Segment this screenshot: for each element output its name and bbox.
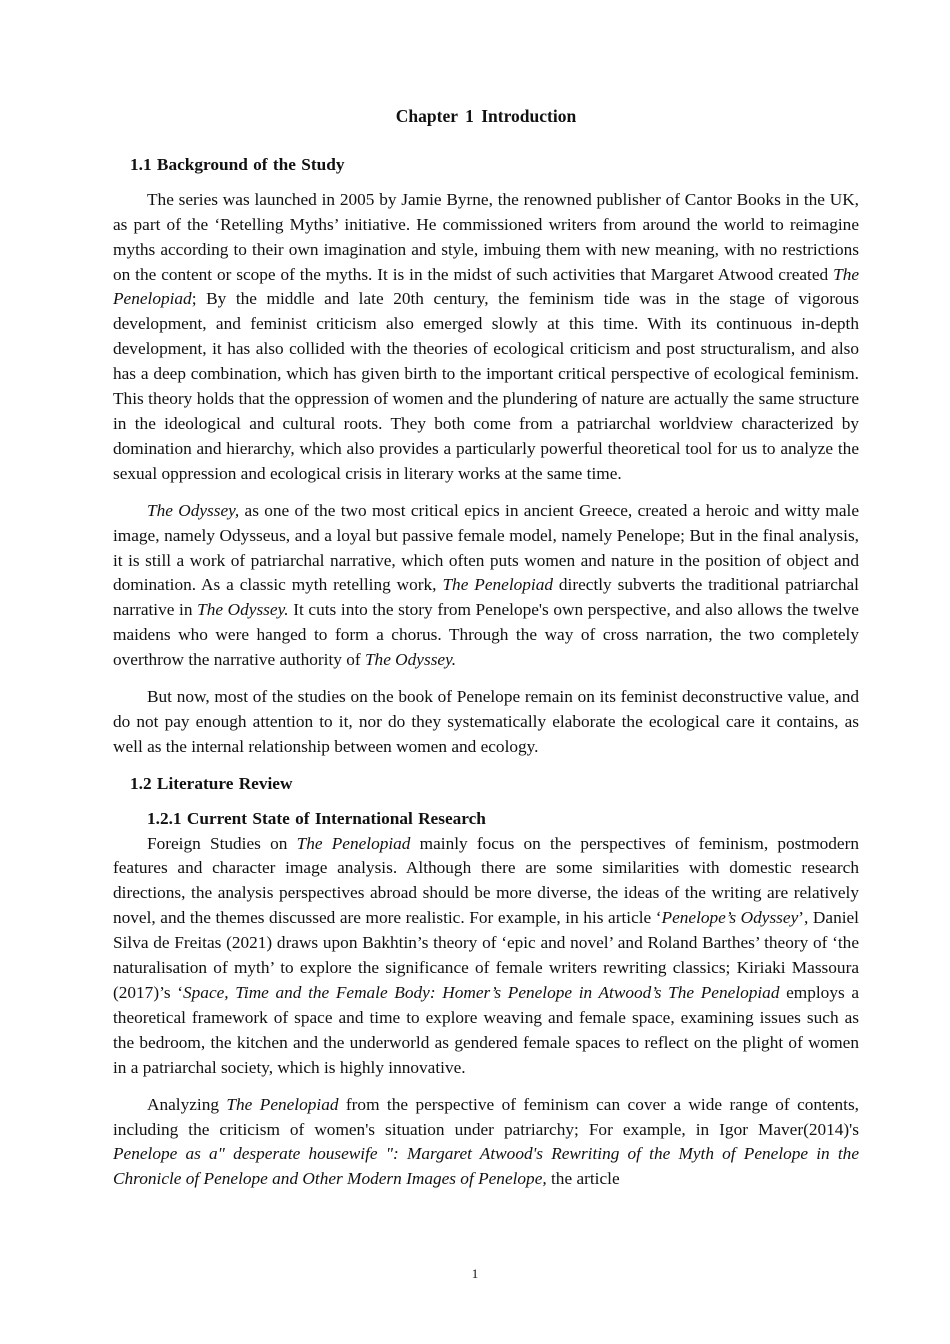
paragraph-background-2 bbox=[113, 499, 859, 673]
article-title: Penelope’s Odyssey bbox=[661, 908, 799, 928]
text-run: The series was launched in 2005 by Jamie Byrne, the renowned publisher of Cantor Books in the UK, as part of the ‘Retelling Myths’ initiative. He commissioned writers from around the world to reimagine myths according to their own imagination and style, imbuing them with new meaning, with no restrictions on the content or scope of the myths. It is in the midst of such activities that Margaret Atwood created bbox=[113, 189, 859, 284]
paragraph-background-3: But now, most of the studies on the book of Penelope remain on its feminist deconstructive value, and do not pay enough attention to it, nor do they systematically elaborate the ecological care it contains, as well as the internal relationship between women and ecology. bbox=[113, 687, 859, 756]
book-title: The Penelopiad bbox=[296, 833, 411, 853]
book-title: The Penelopiad bbox=[226, 1094, 339, 1114]
book-title: The Odyssey. bbox=[364, 650, 457, 670]
text-run: Analyzing bbox=[147, 1094, 227, 1114]
text-run: ’, Daniel Silva de Freitas (2021) draws upon Bakhtin’s theory of ‘epic and novel’ and Roland Barthes’ theory of ‘the naturalisation of myth’ to explore the significance of female writers rewriting classics; Kiriaki Massoura (2017)’s ‘ bbox=[113, 908, 859, 1002]
paragraph-international-1 bbox=[113, 832, 859, 1081]
text-run: from the perspective of feminism can cover a wide range of contents, including the criticism of women's situation under patriarchy; For example, in Igor Maver(2014)'s bbox=[113, 1094, 859, 1139]
article-title: Space, Time and the Female Body: Homer’s Penelope in Atwood’s The Penelopiad bbox=[183, 983, 780, 1002]
section-heading-background: 1.1 Background of the Study bbox=[130, 154, 345, 174]
document-page bbox=[113, 100, 859, 1204]
text-run: It cuts into the story from Penelope's own perspective, and also allows the twelve maidens who were hanged to form a chorus. Through the way of cross narration, the two completely overthrow the narrative authority of bbox=[113, 600, 859, 670]
section-heading-literature-review: 1.2 Literature Review bbox=[130, 773, 293, 793]
article-title: Penelope as a" desperate housewife ": Margaret Atwood's Rewriting of the Myth of Penelope in the Chronicle of Penelope and Other Modern Images of Penelope, bbox=[113, 1144, 859, 1189]
book-title: The Odyssey, bbox=[147, 500, 240, 520]
text-run: ; By the middle and late 20th century, the feminism tide was in the stage of vigorous development, and feminist criticism also emerged slowly at this time. With its continuous in-depth development, it has also collided with the theories of ecological criticism and post structuralism, and also has a deep combination, which has given birth to the important critical perspective of ecological feminism. This theory holds that the oppression of women and the plundering of nature are actually the same structure in the ideological and cultural roots. They both come from a patriarchal worldview characterized by domination and hierarchy, which also provides a particularly powerful theoretical tool for us to analyze the sexual oppression and ecological crisis in literary works at the same time. bbox=[113, 289, 859, 483]
page-number: 1 bbox=[471, 1266, 479, 1281]
text-run: directly subverts the traditional patriarchal narrative in bbox=[113, 575, 859, 620]
book-title: The Odyssey. bbox=[197, 600, 289, 620]
chapter-title: Chapter 1 Introduction bbox=[395, 106, 577, 126]
text-run: employs a theoretical framework of space and time to explore weaving and female space, examining issues such as the bedroom, the kitchen and the underworld as gendered female spaces to reflect on the plight of women in a patriarchal society, which is highly innovative. bbox=[113, 983, 859, 1077]
paragraph-international-2 bbox=[113, 1093, 859, 1193]
text-run: the article bbox=[546, 1169, 620, 1189]
book-title: The Penelopiad bbox=[113, 264, 859, 309]
text-run: mainly focus on the perspectives of feminism, postmodern features and character image analysis. Although there are some similarities with domestic research directions, the analysis perspectives abroad should be more diverse, the ideas of the writing are relatively novel, and the themes discussed are more realistic. For example, in his article ‘ bbox=[113, 833, 859, 928]
text-run: as one of the two most critical epics in ancient Greece, created a heroic and witty male image, namely Odysseus, and a loyal but passive female model, namely Penelope; But in the final analysis, it is still a work of patriarchal narrative, which often puts women and nature in the position of object and domination. As a classic myth retelling work, bbox=[113, 500, 859, 595]
book-title: The Penelopiad bbox=[442, 575, 553, 595]
text-run: Foreign Studies on bbox=[147, 833, 297, 853]
subsection-heading-international-research: 1.2.1 Current State of International Research bbox=[147, 808, 486, 828]
paragraph-background-1 bbox=[113, 188, 859, 487]
